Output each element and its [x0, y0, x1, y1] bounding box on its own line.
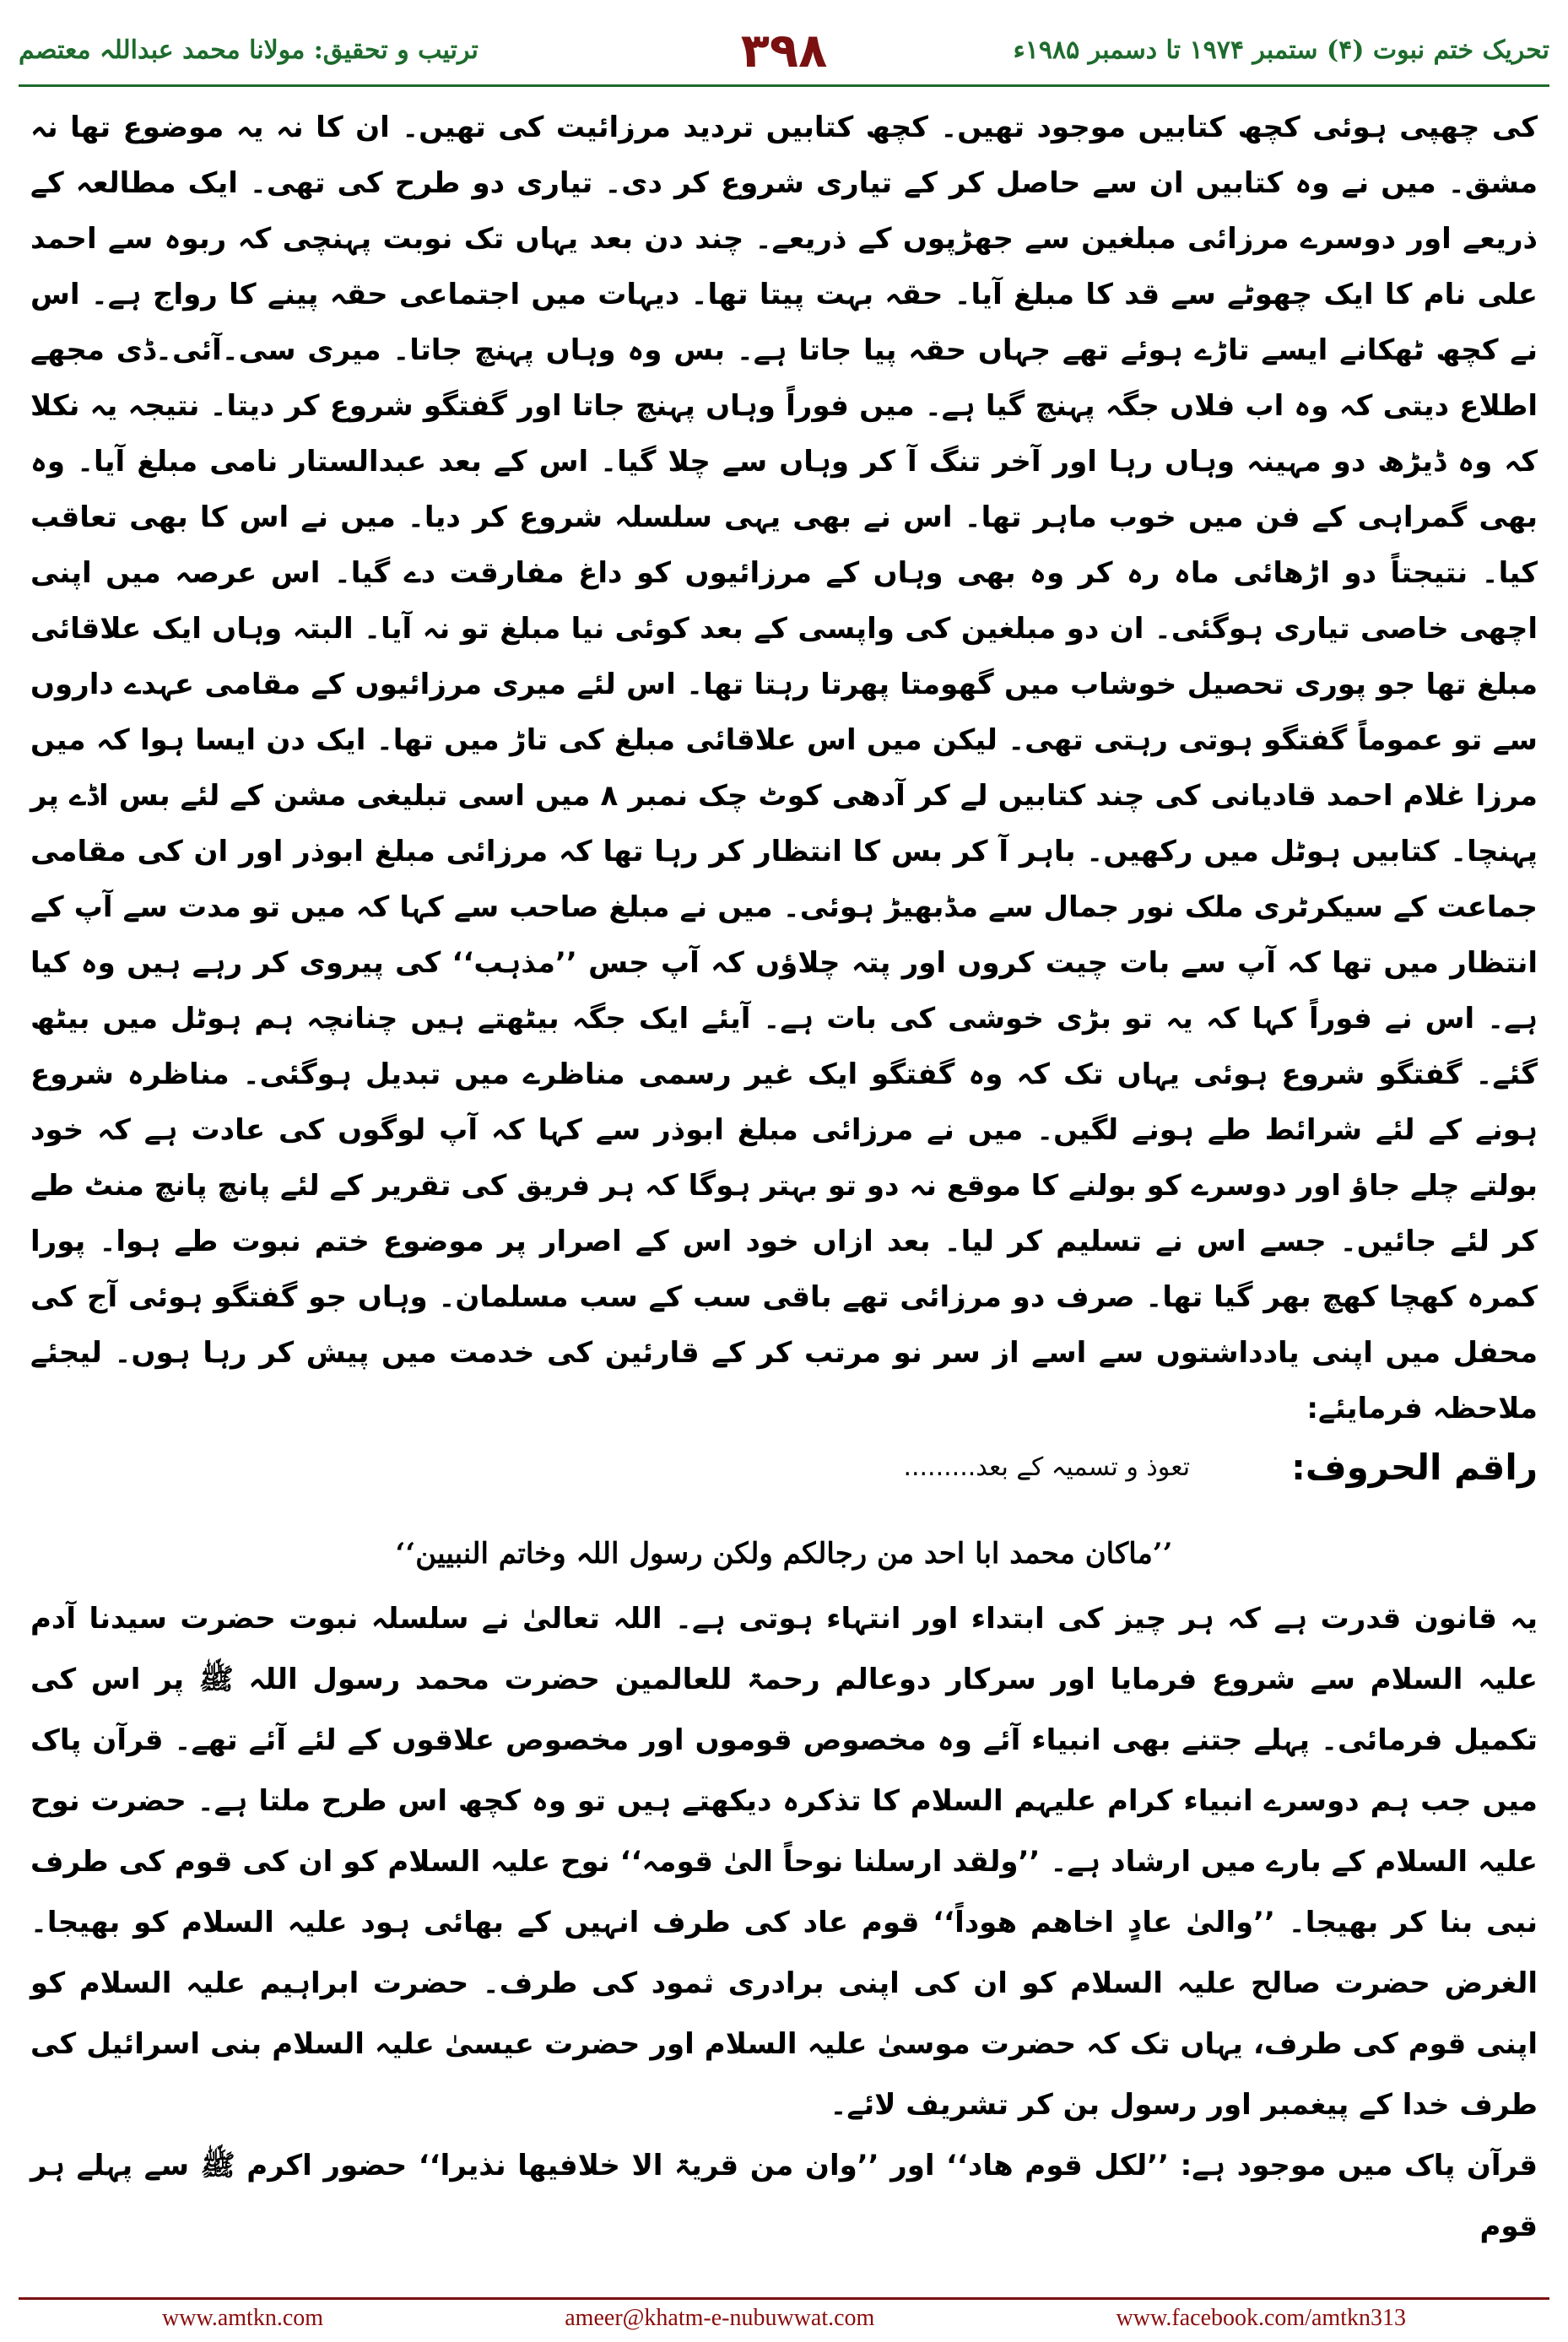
page-header [19, 24, 1549, 83]
email-link[interactable]: ameer@khatm-e-nubuwwat.com [565, 2304, 875, 2331]
facebook-link[interactable]: www.facebook.com/amtkn313 [1116, 2304, 1406, 2331]
book-title: تحریک ختم نبوت (۴) ستمبر ۱۹۷۴ تا دسمبر ۱۹۸۵ء [1013, 35, 1549, 65]
paragraph-2: یہ قانون قدرت ہے کہ ہر چیز کی ابتداء اور انتہاء ہوتی ہے۔ اللہ تعالیٰ نے سلسلہ نبوت حضرت سیدنا آدم علیہ السلام سے شروع فرمایا اور سرکار دوعالم رحمۃ للعالمین حضرت محمد رسول اللہ ﷺ پر اس کی تکمیل فرمائی۔ پہلے جتنے بھی انبیاء آئے وہ مخصوص قوموں اور مخصوص علاقوں کے لئے آئے تھے۔ قرآن پاک میں جب ہم دوسرے انبیاء کرام علیہم السلام کا تذکرہ دیکھتے ہیں تو وہ کچھ اس طرح ملتا ہے۔ حضرت نوح علیہ السلام کے بارے میں ارشاد ہے۔ ’’ولقد ارسلنا نوحاً الیٰ قومہ‘‘ نوح علیہ السلام کو ان کی قوم کی طرف نبی بنا کر بھیجا۔ ’’والیٰ عادٍ اخاھم ھوداً‘‘ قوم عاد کی طرف انہیں کے بھائی ہود علیہ السلام کو بھیجا۔ الغرض حضرت صالح علیہ السلام کو ان کی اپنی برادری ثمود کی طرف۔ حضرت ابراہیم علیہ السلام کو اپنی قوم کی طرف، یہاں تک کہ حضرت موسیٰ علیہ السلام اور حضرت عیسیٰ علیہ السلام بنی اسرائیل کی طرف خدا کے پیغمبر اور رسول بن کر تشریف لائے۔ [30, 1602, 1538, 2122]
page-body [30, 100, 1538, 2257]
page-number: ۳۹۸ [740, 24, 828, 78]
signature-label: راقم الحروف: [1291, 1447, 1538, 1488]
website-link[interactable]: www.amtkn.com [162, 2304, 324, 2331]
header-divider [19, 84, 1549, 87]
paragraph-1: کی چھپی ہوئی کچھ کتابیں موجود تھیں۔ کچھ کتابیں تردید مرزائیت کی تھیں۔ ان کا نہ یہ موضوع تھا نہ مشق۔ میں نے وہ کتابیں ان سے حاصل کر کے تیاری شروع کر دی۔ تیاری دو طرح کی تھی۔ ایک مطالعہ کے ذریعے اور دوسرے مرزائی مبلغین سے جھڑپوں کے ذریعے۔ چند دن بعد یہاں تک نوبت پہنچی کہ ربوہ سے احمد علی نام کا ایک چھوٹے سے قد کا مبلغ آیا۔ حقہ بہت پیتا تھا۔ دیہات میں اجتماعی حقہ پینے کا رواج ہے۔ اس نے کچھ ٹھکانے ایسے تاڑے ہوئے تھے جہاں حقہ پیا جاتا ہے۔ بس وہ وہاں پہنچ جاتا۔ میری سی۔آئی۔ڈی مجھے اطلاع دیتی کہ وہ اب فلاں جگہ پہنچ گیا ہے۔ میں فوراً وہاں پہنچ جاتا اور گفتگو شروع کر دیتا۔ نتیجہ یہ نکلا کہ وہ ڈیڑھ دو مہینہ وہاں رہا اور آخر تنگ آ کر وہاں سے چلا گیا۔ اس کے بعد عبدالستار نامی مبلغ آیا۔ وہ بھی گمراہی کے فن میں خوب ماہر تھا۔ اس نے بھی یہی سلسلہ شروع کر دیا۔ میں نے اس کا بھی تعاقب کیا۔ نتیجتاً دو اڑھائی ماہ رہ کر وہ بھی وہاں کے مرزائیوں کو داغ مفارقت دے گیا۔ اس عرصہ میں اپنی اچھی خاصی تیاری ہوگئی۔ ان دو مبلغین کی واپسی کے بعد کوئی نیا مبلغ تو نہ آیا۔ البتہ وہاں ایک علاقائی مبلغ تھا جو پوری تحصیل خوشاب میں گھومتا پھرتا رہتا تھا۔ اس لئے میری مرزائیوں کے مقامی عہدے داروں سے تو عموماً گفتگو ہوتی رہتی تھی۔ لیکن میں اس علاقائی مبلغ کی تاڑ میں تھا۔ ایک دن ایسا ہوا کہ میں مرزا غلام احمد قادیانی کی چند کتابیں لے کر آدھی کوٹ چک نمبر ۸ میں اسی تبلیغی مشن کے لئے بس اڈے پر پہنچا۔ کتابیں ہوٹل میں رکھیں۔ باہر آ کر بس کا انتظار کر رہا تھا کہ مرزائی مبلغ ابوذر اور ان کی مقامی جماعت کے سیکرٹری ملک نور جمال سے مڈبھیڑ ہوئی۔ میں نے مبلغ صاحب سے کہا کہ میں تو مدت سے آپ کے انتظار میں تھا کہ آپ سے بات چیت کروں اور پتہ چلاؤں کہ آپ جس ’’مذہب‘‘ کی پیروی کر رہے ہیں وہ کیا ہے۔ اس نے فوراً کہا کہ یہ تو بڑی خوشی کی بات ہے۔ آیئے ایک جگہ بیٹھتے ہیں چنانچہ ہم ہوٹل میں بیٹھ گئے۔ گفتگو شروع ہوئی یہاں تک کہ وہ گفتگو ایک غیر رسمی مناظرے میں تبدیل ہوگئی۔ مناظرہ شروع ہونے کے لئے شرائط طے ہونے لگیں۔ میں نے مرزائی مبلغ ابوذر سے کہا کہ آپ لوگوں کی عادت ہے کہ خود بولتے چلے جاؤ اور دوسرے کو بولنے کا موقع نہ دو تو بہتر ہوگا کہ ہر فریق کی تقریر کے لئے پانچ پانچ منٹ طے کر لئے جائیں۔ جسے اس نے تسلیم کر لیا۔ بعد ازاں خود اس کے اصرار پر موضوع ختم نبوت طے ہوا۔ پورا کمرہ کھچا کھچ بھر گیا تھا۔ صرف دو مرزائی تھے باقی سب کے سب مسلمان۔ وہاں جو گفتگو ہوئی آج کی محفل میں اپنی یادداشتوں سے اسے از سر نو مرتب کر کے قارئین کی خدمت میں پیش کر رہا ہوں۔ لیجئے ملاحظہ فرمایئے: [30, 111, 1538, 1425]
verse-heading: ’’ماکان محمد ابا احد من رجالکم ولکن رسول اللہ وخاتم النبیین‘‘ [395, 1537, 1173, 1571]
paragraph-3: قرآن پاک میں موجود ہے: ’’لکل قوم ھاد‘‘ اور ’’وان من قریۃ الا خلافیھا نذیرا‘‘ حضور اکرم ﷺ سے پہلے ہر قوم [30, 2149, 1538, 2243]
signature-row [30, 1436, 1538, 1499]
signature-note: تعوذ و تسمیہ کے بعد......... [903, 1452, 1191, 1482]
page-footer [19, 2297, 1549, 2331]
compiler-credit: ترتیب و تحقیق: مولانا محمد عبداللہ معتصم [19, 35, 479, 65]
